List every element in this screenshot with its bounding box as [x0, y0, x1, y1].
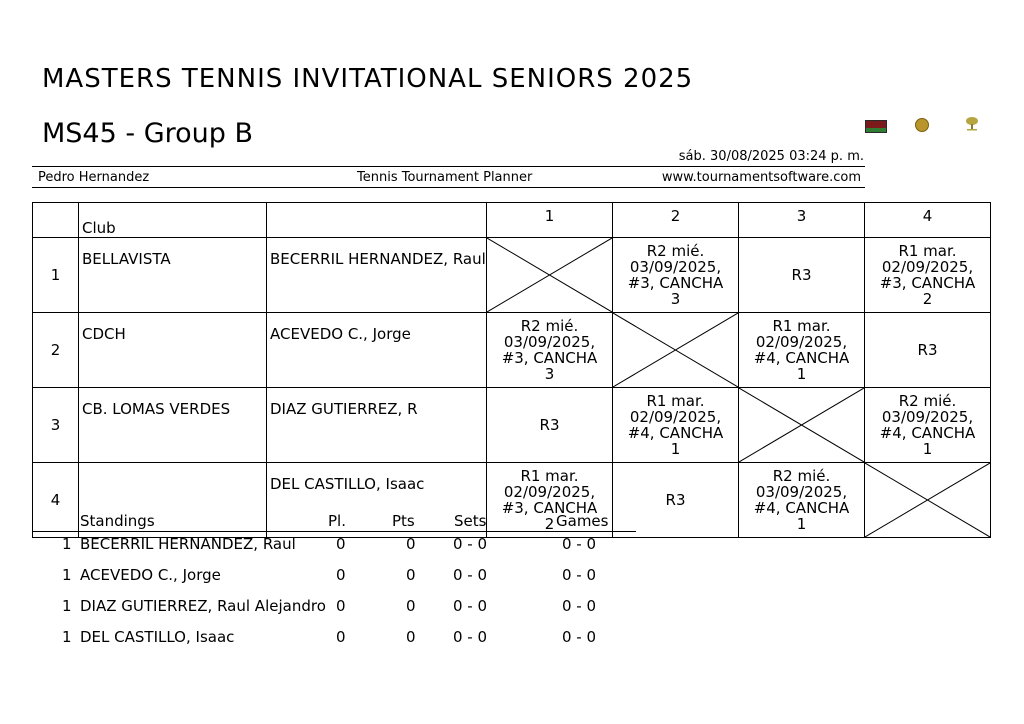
match-schedule-text: R2 mié. 03/09/2025, #4, CANCHA 1 [753, 467, 850, 533]
info-bar [32, 166, 865, 188]
cross-mark-icon [865, 463, 990, 537]
player-name: DIAZ GUTIERREZ, R [267, 388, 487, 463]
standing-played: 0 [336, 535, 346, 553]
standing-rank: 1 [62, 628, 72, 646]
self-match-cell [865, 463, 991, 538]
standing-points: 0 [406, 535, 416, 553]
standings-row [32, 625, 636, 656]
cross-mark-icon [613, 313, 738, 387]
column-header-4: 4 [865, 203, 991, 238]
self-match-cell [487, 238, 613, 313]
standing-played: 0 [336, 628, 346, 646]
gold-seal-logo-icon [915, 118, 929, 132]
draw-table [32, 202, 991, 538]
match-cell[interactable]: R3 [487, 388, 613, 463]
player-name: ACEVEDO C., Jorge [267, 313, 487, 388]
standings-header [32, 512, 636, 532]
seed-number: 2 [33, 313, 79, 388]
standing-sets: 0 - 0 [453, 628, 488, 646]
standing-sets: 0 - 0 [453, 535, 488, 553]
match-schedule-cell[interactable] [487, 313, 613, 388]
referee-name: Pedro Hernandez [38, 170, 150, 185]
flag-logo-icon [865, 120, 887, 133]
standings-title: Standings [80, 512, 155, 530]
cross-mark-icon [739, 388, 864, 462]
cross-mark-icon [487, 238, 612, 312]
standing-games: 0 - 0 [562, 628, 597, 646]
match-schedule-text: R1 mar. 02/09/2025, #3, CANCHA 2 [879, 242, 976, 308]
standing-games: 0 - 0 [562, 566, 597, 584]
standings-table [32, 512, 636, 656]
standing-player-name: BECERRIL HERNANDEZ, Raul [80, 535, 296, 553]
column-header-1: 1 [487, 203, 613, 238]
standing-sets: 0 - 0 [453, 566, 488, 584]
match-cell[interactable]: R3 [739, 238, 865, 313]
match-schedule-cell[interactable] [613, 388, 739, 463]
match-schedule-cell[interactable] [865, 238, 991, 313]
sets-header: Sets [454, 512, 487, 530]
standing-rank: 1 [62, 566, 72, 584]
club-header: Club [79, 203, 267, 238]
self-match-cell [739, 388, 865, 463]
software-name: Tennis Tournament Planner [357, 170, 533, 185]
standing-rank: 1 [62, 535, 72, 553]
played-header: Pl. [328, 512, 346, 530]
standings-row [32, 594, 636, 625]
player-name: DEL CASTILLO, Isaac [267, 463, 487, 538]
match-schedule-text: R1 mar. 02/09/2025, #4, CANCHA 1 [753, 317, 850, 383]
match-schedule-text: R2 mié. 03/09/2025, #3, CANCHA 3 [627, 242, 724, 308]
match-schedule-text: R1 mar. 02/09/2025, #3, CANCHA 2 [501, 467, 598, 533]
draw-row [33, 313, 991, 388]
seed-number: 4 [33, 463, 79, 538]
match-cell[interactable]: R3 [865, 313, 991, 388]
draw-row [33, 388, 991, 463]
club-name: BELLAVISTA [79, 238, 267, 313]
tournament-title: MASTERS TENNIS INVITATIONAL SENIORS 2025 [42, 64, 694, 94]
column-header-2: 2 [613, 203, 739, 238]
club-name: CDCH [79, 313, 267, 388]
standing-points: 0 [406, 566, 416, 584]
draw-row [33, 238, 991, 313]
points-header: Pts [392, 512, 415, 530]
standing-points: 0 [406, 628, 416, 646]
match-schedule-cell[interactable] [865, 388, 991, 463]
standing-games: 0 - 0 [562, 597, 597, 615]
player-header-cell [267, 203, 487, 238]
match-schedule-text: R2 mié. 03/09/2025, #3, CANCHA 3 [501, 317, 598, 383]
match-schedule-text: R1 mar. 02/09/2025, #4, CANCHA 1 [627, 392, 724, 458]
standing-player-name: DEL CASTILLO, Isaac [80, 628, 235, 646]
seed-number: 3 [33, 388, 79, 463]
match-schedule-cell[interactable] [739, 463, 865, 538]
self-match-cell [613, 313, 739, 388]
column-header-3: 3 [739, 203, 865, 238]
seed-number: 1 [33, 238, 79, 313]
draw-header-row [33, 203, 991, 238]
player-name: BECERRIL HERNANDEZ, Raul [267, 238, 487, 313]
tree-logo-icon [964, 116, 980, 132]
standing-sets: 0 - 0 [453, 597, 488, 615]
match-cell[interactable]: R3 [613, 463, 739, 538]
sponsor-logos [860, 116, 990, 136]
empty-header-cell [33, 203, 79, 238]
match-schedule-cell[interactable] [613, 238, 739, 313]
standing-player-name: ACEVEDO C., Jorge [80, 566, 221, 584]
group-title: MS45 - Group B [42, 118, 254, 149]
games-header: Games [556, 512, 609, 530]
standing-rank: 1 [62, 597, 72, 615]
match-schedule-cell[interactable] [739, 313, 865, 388]
standings-row [32, 563, 636, 594]
print-date: sáb. 30/08/2025 03:24 p. m. [678, 149, 864, 164]
website-link[interactable]: www.tournamentsoftware.com [661, 170, 861, 185]
standing-games: 0 - 0 [562, 535, 597, 553]
club-name: CB. LOMAS VERDES [79, 388, 267, 463]
standing-played: 0 [336, 566, 346, 584]
standing-points: 0 [406, 597, 416, 615]
standing-played: 0 [336, 597, 346, 615]
match-schedule-text: R2 mié. 03/09/2025, #4, CANCHA 1 [879, 392, 976, 458]
standings-row [32, 532, 636, 563]
standing-player-name: DIAZ GUTIERREZ, Raul Alejandro [80, 597, 326, 615]
